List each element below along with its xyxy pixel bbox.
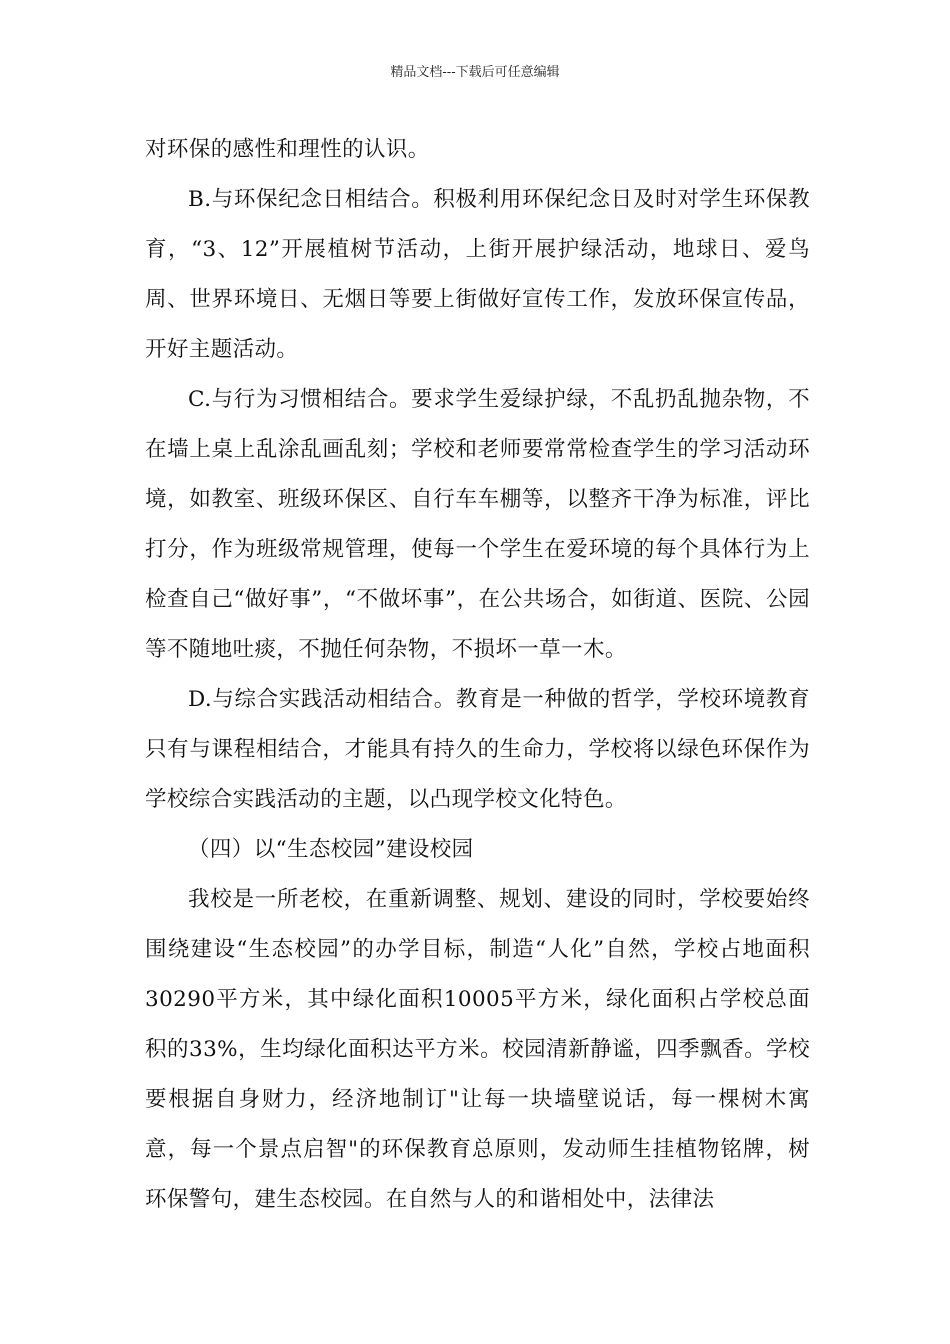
page-header: 精品文档---下载后可任意编辑 [390, 65, 560, 80]
document-body [145, 125, 810, 1225]
paragraph-ecological-campus: 我校是一所老校，在重新调整、规划、建设的同时，学校要始终围绕建设“生态校园”的办学目标，制造“人化”自然，学校占地面积30290平方米，其中绿化面积10005平方米，绿化面积占学校总面积的33%，生均绿化面积达平方米。校园清新静谧，四季飘香。学校要根据自身财力，经济地制订"让每一块墙壁说话，每一棵树木寓意，每一个景点启智"的环保教育总原则，发动师生挂植物铭牌，树环保警句，建生态校园。在自然与人的和谐相处中，法律法 [145, 887, 810, 1212]
paragraph-b: B.与环保纪念日相结合。积极利用环保纪念日及时对学生环保教育，“3、12”开展植树节活动，上街开展护绿活动，地球日、爱鸟周、世界环境日、无烟日等要上街做好宣传工作，发放环保宣传品，开好主题活动。 [145, 187, 810, 362]
paragraph-continuation: 对环保的感性和理性的认识。 [145, 137, 430, 162]
paragraph-c: C.与行为习惯相结合。要求学生爱绿护绿，不乱扔乱抛杂物，不在墙上桌上乱涂乱画乱刻；学校和老师要常常检查学生的学习活动环境，如教室、班级环保区、自行车车棚等，以整齐干净为标准，评比打分，作为班级常规管理，使每一个学生在爱环境的每个具体行为上检查自己“做好事”，“不做坏事”，在公共场合，如街道、医院、公园等不随地吐痰，不抛任何杂物，不损坏一草一木。 [145, 387, 810, 662]
paragraph-d: D.与综合实践活动相结合。教育是一种做的哲学，学校环境教育只有与课程相结合，才能具有持久的生命力，学校将以绿色环保作为学校综合实践活动的主题，以凸现学校文化特色。 [145, 687, 810, 812]
section-heading-4: （四）以“生态校园”建设校园 [188, 837, 474, 862]
